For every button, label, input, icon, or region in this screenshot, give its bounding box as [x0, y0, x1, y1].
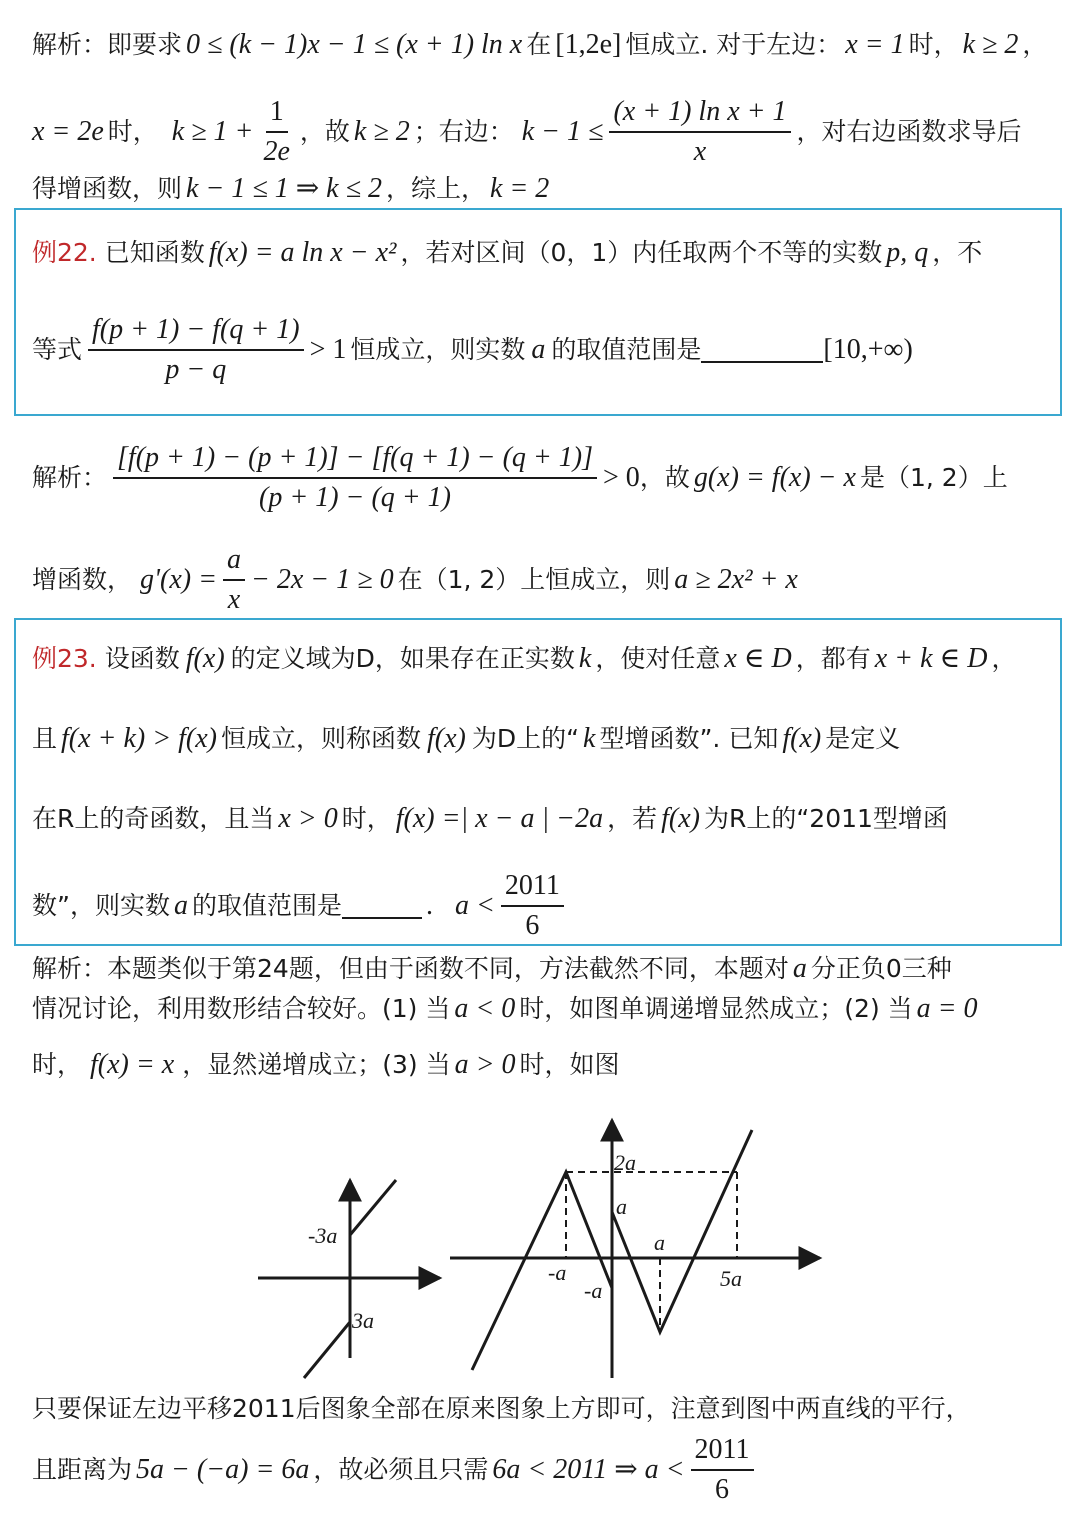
variable: a: [531, 334, 546, 365]
formula: − 2x − 1 ≥ 0: [250, 564, 394, 595]
text: 恒成立. 对于左边：: [625, 30, 842, 59]
text: 等式: [32, 335, 83, 364]
solution-label: 解析：: [32, 30, 108, 59]
text: 时，: [32, 1050, 83, 1079]
text: 在（1, 2）上恒成立，则: [397, 565, 671, 594]
sol21-line2: [32, 92, 1056, 172]
text: 型增函数”. 已知: [599, 724, 779, 753]
fraction: [501, 867, 564, 945]
text: 时，如图: [519, 1050, 620, 1079]
text: 数”，则实数: [32, 891, 170, 920]
text: 在R上的奇函数，且当: [32, 804, 275, 833]
text: ，不: [932, 238, 983, 267]
numerator: (x + 1) ln x + 1: [609, 93, 790, 133]
formula: f(x) =| x − a | −2a: [395, 803, 604, 834]
variable: k: [583, 723, 596, 754]
text: 恒成立，则实数: [350, 335, 526, 364]
formula: x ∈ D: [724, 643, 792, 674]
text: ，显然递增成立；(3) 当: [182, 1050, 451, 1079]
formula: a ≥ 2x² + x: [674, 564, 798, 595]
numerator: [f(p + 1) − (p + 1)] − [f(q + 1) − (q + 1)]: [113, 439, 597, 479]
numerator: 2011: [501, 867, 564, 907]
text: 时，: [341, 804, 392, 833]
ex23-line1: [32, 642, 1056, 676]
variable: k: [578, 643, 592, 674]
variable: a: [792, 953, 807, 984]
text: ，综上，: [385, 174, 486, 203]
solution-label: 解析：: [32, 463, 108, 492]
fraction: [609, 93, 790, 171]
inequality: 0 ≤ (k − 1)x − 1 ≤ (x + 1) ln x: [186, 29, 523, 60]
left-lower-branch: [304, 1322, 350, 1378]
ex23-line2: [32, 722, 1056, 756]
ex22-line1: [32, 236, 1056, 270]
text: 为R上的“2011型增函: [703, 804, 948, 833]
fraction: [223, 541, 245, 619]
fraction: [88, 311, 304, 389]
text: 为D上的“: [471, 724, 580, 753]
text: 时，: [107, 117, 158, 146]
left-upper-branch: [350, 1180, 396, 1235]
formula: k − 1 ≤ 1 ⇒ k ≤ 2: [186, 173, 382, 204]
denominator: (p + 1) − (q + 1): [259, 482, 451, 513]
numerator: 1: [266, 93, 288, 133]
formula: x + k ∈ D: [874, 643, 988, 674]
text: ，: [1022, 30, 1048, 59]
formula: f(x): [426, 723, 466, 754]
answer-blank: [342, 893, 422, 919]
formula: f(x): [782, 723, 822, 754]
sol22-line2: [32, 540, 1056, 620]
formula: > 0: [603, 462, 640, 493]
label-3a: 3a: [352, 1308, 374, 1333]
formula: f(x) = x: [90, 1049, 175, 1080]
sol22-line1: [32, 438, 1056, 518]
text: 设函数: [104, 644, 180, 673]
formula: g(x) = f(x) − x: [693, 462, 856, 493]
label-neg-3a: -3a: [308, 1223, 338, 1248]
text: ，对右边函数求导后: [796, 117, 1022, 146]
negative-side-curve: [472, 1172, 612, 1370]
text: 时，: [908, 30, 959, 59]
numerator: a: [223, 541, 245, 581]
text: 本题类似于第24题，但由于函数不同，方法截然不同，本题对: [107, 954, 789, 983]
formula: k ≥ 2: [962, 29, 1019, 60]
answer: [10,+∞): [823, 334, 913, 365]
text: 已知函数: [104, 238, 205, 267]
text: 的取值范围是: [191, 891, 342, 920]
label-2a: 2a: [614, 1150, 636, 1175]
ex23-line4: [32, 866, 1056, 946]
text: 时，如图单调递增显然成立；(2) 当: [519, 994, 913, 1023]
text: 得增函数，则: [32, 174, 183, 203]
formula: g'(x) =: [140, 564, 217, 595]
denominator: x: [227, 584, 241, 615]
sol23-line1: [32, 952, 1056, 986]
text: 的取值范围是: [551, 335, 702, 364]
formula: x = 2e: [32, 116, 104, 147]
fraction: [691, 1431, 754, 1509]
formula: f(x + k) > f(x): [61, 723, 217, 754]
denominator: p − q: [165, 354, 227, 385]
example-label: 例22.: [32, 238, 97, 267]
text: 情况讨论，利用数形结合较好。(1) 当: [32, 994, 451, 1023]
denominator: 6: [715, 1474, 730, 1505]
left-graph-a-negative: [258, 1180, 440, 1378]
label-a-x: a: [654, 1230, 665, 1255]
denominator: 2e: [263, 136, 290, 167]
text: 在: [526, 30, 552, 59]
text: 的定义域为D，如果存在正实数: [230, 644, 575, 673]
text: ，故必须且只需: [313, 1455, 489, 1484]
solution-label: 解析：: [32, 954, 108, 983]
label-neg-a-y: -a: [584, 1278, 603, 1303]
label-neg-a-x: -a: [548, 1260, 567, 1285]
formula: a > 0: [454, 1049, 516, 1080]
formula: x > 0: [278, 803, 338, 834]
text: ；右边：: [413, 117, 514, 146]
variable: a: [173, 890, 188, 921]
text: 分正负0三种: [810, 954, 952, 983]
example-label: 例23.: [32, 644, 97, 673]
sol23-line4: [32, 1392, 1056, 1426]
formula: 6a < 2011 ⇒ a <: [492, 1454, 685, 1485]
formula: k ≥ 2: [353, 116, 410, 147]
sol23-line2: [32, 992, 1056, 1026]
sol23-line3: [32, 1048, 1056, 1082]
formula: 5a − (−a) = 6a: [136, 1454, 310, 1485]
ex22-line2: [32, 310, 1056, 390]
text: ，若: [607, 804, 658, 833]
text: 且距离为: [32, 1455, 133, 1484]
formula: > 1: [309, 334, 347, 365]
denominator: 6: [525, 910, 540, 941]
function-graph-figure: [0, 1100, 1080, 1390]
text: ，都有: [795, 644, 871, 673]
text: ，使对任意: [595, 644, 721, 673]
interval: [1,2e]: [555, 29, 622, 60]
formula: k = 2: [489, 173, 550, 204]
text: 且: [32, 724, 58, 753]
fraction: [113, 439, 597, 517]
label-a-y: a: [616, 1194, 627, 1219]
formula: x = 1: [845, 29, 905, 60]
text: 增函数，: [32, 565, 133, 594]
text: 即要求: [107, 30, 183, 59]
text: ，若对区间（0，1）内任取两个不等的实数: [400, 238, 883, 267]
sol23-line5: [32, 1430, 1056, 1510]
text: 只要保证左边平移2011后图象全部在原来图象上方即可，注意到图中两直线的平行，: [32, 1394, 971, 1423]
variables: p, q: [886, 237, 929, 268]
formula: a = 0: [916, 993, 978, 1024]
sol21-line1: [32, 28, 1056, 62]
text: ，: [991, 644, 1017, 673]
fraction: [259, 93, 293, 171]
formula: a < 0: [454, 993, 516, 1024]
text: ，故: [299, 117, 350, 146]
formula: f(x): [661, 803, 700, 834]
formula: k ≥ 1 +: [171, 116, 254, 147]
text: 是（1, 2）上: [859, 463, 1008, 492]
text: 是定义: [825, 724, 901, 753]
numerator: 2011: [691, 1431, 754, 1471]
answer: a <: [454, 890, 495, 921]
formula: k − 1 ≤: [521, 116, 604, 147]
formula: f(x): [185, 643, 225, 674]
sol21-line3: [32, 172, 1056, 206]
text: ，故: [639, 463, 690, 492]
function-definition: f(x) = a ln x − x²: [208, 237, 397, 268]
ex23-line3: [32, 802, 1056, 836]
numerator: f(p + 1) − f(q + 1): [88, 311, 304, 351]
text: 恒成立，则称函数: [220, 724, 421, 753]
label-5a: 5a: [720, 1266, 742, 1291]
text: .: [425, 890, 433, 921]
answer-blank: [701, 337, 823, 363]
denominator: x: [693, 136, 707, 167]
